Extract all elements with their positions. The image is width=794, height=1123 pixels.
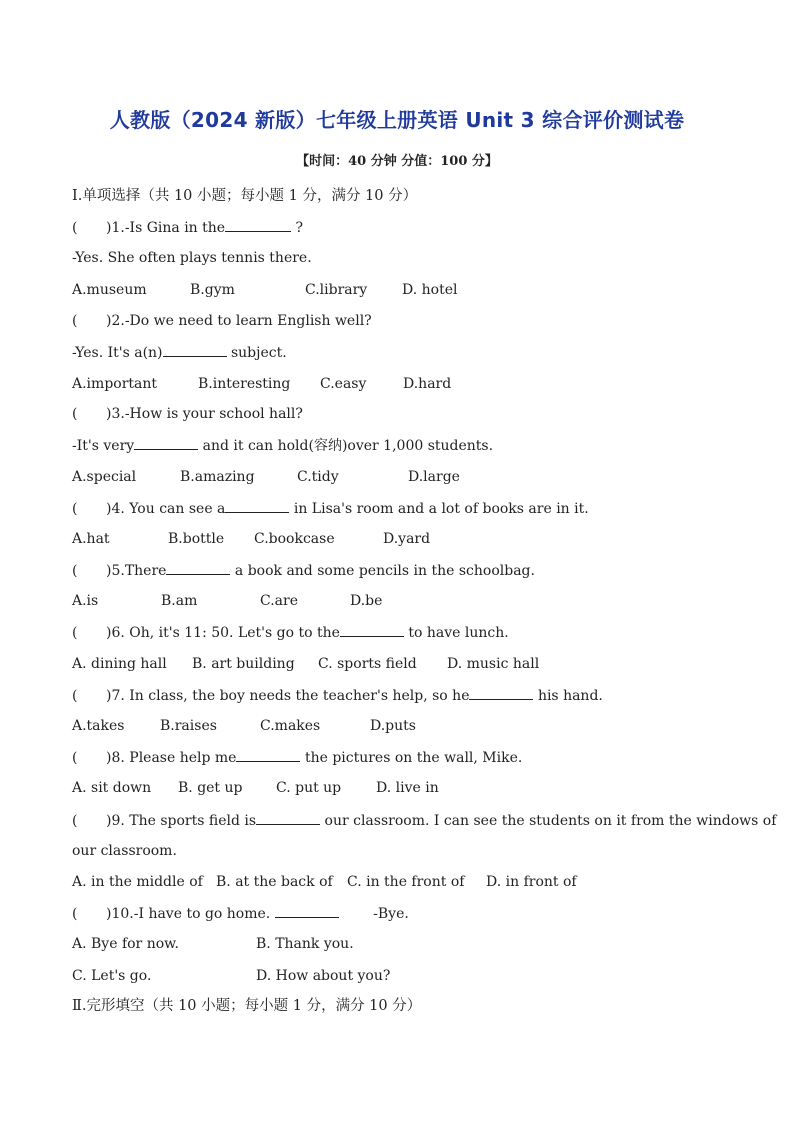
answer-blank [340, 623, 404, 637]
question-8-option-d: D. live in [376, 780, 439, 796]
question-5-option-d: D.be [350, 593, 383, 609]
question-5-option-c: C.are [260, 593, 298, 609]
section-heading-2: Ⅱ.完形填空（共 10 小题；每小题 1 分，满分 10 分） [72, 998, 422, 1014]
question-8-option-c: C. put up [276, 780, 342, 796]
question-5: ( )5.There a book and some pencils in the schoolbag. [72, 563, 535, 579]
question-6-option-d: D. music hall [447, 656, 540, 672]
question-7-option-d: D.puts [370, 718, 416, 734]
question-4-option-c: C.bookcase [254, 531, 335, 547]
answer-blank [163, 343, 227, 357]
question-1: ( )1.-Is Gina in the ? [72, 220, 304, 236]
question-4-option-d: D.yard [383, 531, 431, 547]
answer-blank [166, 561, 230, 575]
question-1-option-b: B.gym [190, 282, 235, 298]
question-9-option-c: C. in the front of [347, 874, 465, 890]
question-5-option-a: A.is [72, 593, 99, 609]
question-9-option-d: D. in front of [486, 874, 577, 890]
question-6: ( )6. Oh, it's 11: 50. Let's go to the to have lunch. [72, 625, 509, 641]
section-heading-1: I.单项选择（共 10 小题；每小题 1 分，满分 10 分） [72, 188, 418, 204]
question-5-option-b: B.am [161, 593, 198, 609]
question-4: ( )4. You can see a in Lisa's room and a lot of books are in it. [72, 501, 589, 517]
page-title: 人教版（2024 新版）七年级上册英语 Unit 3 综合评价测试卷 [109, 108, 685, 132]
question-10: ( )10.-I have to go home. -Bye. [72, 906, 409, 922]
question-7-option-c: C.makes [260, 718, 321, 734]
question-1-option-a: A.museum [72, 282, 147, 298]
question-1-option-c: C.library [305, 282, 368, 298]
question-2-option-b: B.interesting [198, 376, 291, 392]
question-9-option-a: A. in the middle of [72, 874, 203, 890]
question-2-option-d: D.hard [403, 376, 452, 392]
question-2-option-a: A.important [72, 376, 158, 392]
question-8-option-a: A. sit down [72, 780, 152, 796]
question-10-option-d: D. How about you? [256, 968, 391, 984]
question-6-option-a: A. dining hall [72, 656, 167, 672]
question-7-option-a: A.takes [72, 718, 125, 734]
question-3-option-d: D.large [408, 469, 460, 485]
question-10-option-a: A. Bye for now. [72, 936, 179, 952]
question-6-option-b: B. art building [192, 656, 295, 672]
question-8-option-b: B. get up [178, 780, 243, 796]
question-3-line2: -It's very and it can hold(容纳)over 1,000 students. [72, 438, 494, 454]
answer-blank [225, 218, 291, 232]
answer-blank [225, 499, 289, 513]
exam-meta: 【时间：40 分钟 分值：100 分】 [296, 154, 498, 169]
question-9: ( )9. The sports field is our classroom. I can see the students on it from the windows of [72, 813, 777, 829]
question-3-option-b: B.amazing [180, 469, 255, 485]
answer-blank [275, 904, 339, 918]
answer-blank [256, 811, 320, 825]
question-10-option-c: C. Let's go. [72, 968, 152, 984]
answer-blank [134, 436, 198, 450]
question-1-line2: -Yes. She often plays tennis there. [72, 250, 312, 266]
question-3-option-a: A.special [72, 469, 137, 485]
question-7-option-b: B.raises [160, 718, 217, 734]
question-2-option-c: C.easy [320, 376, 367, 392]
question-4-option-b: B.bottle [168, 531, 225, 547]
question-9-option-b: B. at the back of [216, 874, 333, 890]
answer-blank [469, 686, 533, 700]
question-9-line2: our classroom. [72, 843, 177, 859]
answer-blank [236, 748, 300, 762]
question-3-option-c: C.tidy [297, 469, 339, 485]
question-10-option-b: B. Thank you. [256, 936, 354, 952]
question-2-line2: -Yes. It's a(n) subject. [72, 345, 287, 361]
question-3: ( )3.-How is your school hall? [72, 406, 303, 422]
question-7: ( )7. In class, the boy needs the teacher's help, so he his hand. [72, 688, 603, 704]
question-2: ( )2.-Do we need to learn English well? [72, 313, 372, 329]
question-6-option-c: C. sports field [318, 656, 417, 672]
question-1-option-d: D. hotel [402, 282, 458, 298]
question-4-option-a: A.hat [72, 531, 110, 547]
question-8: ( )8. Please help me the pictures on the wall, Mike. [72, 750, 523, 766]
